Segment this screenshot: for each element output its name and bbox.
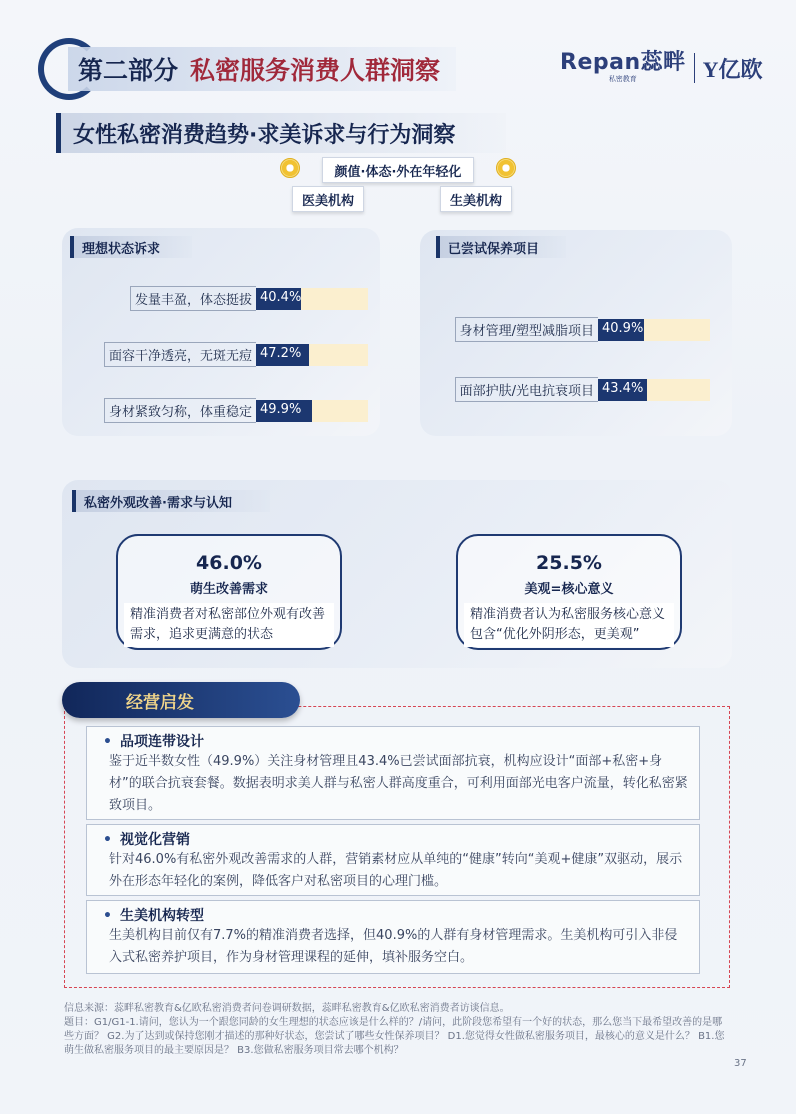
tried-bar-row bbox=[455, 317, 710, 342]
insight-item bbox=[86, 824, 700, 896]
need-card-description: 精准消费者对私密部位外观有改善需求，追求更满意的状态 bbox=[124, 603, 334, 647]
ideal-bar-value: 47.2% bbox=[260, 345, 302, 361]
page-header-title bbox=[68, 47, 456, 91]
insight-heading: • 生美机构转型 bbox=[103, 905, 689, 925]
insight-body: 针对46.0%有私密外观改善需求的人群，营销素材应从单纯的“健康”转向“美观+健康”双驱动，展示外在形态年轻化的案例，降低客户对私密项目的心理门槛。 bbox=[109, 852, 683, 889]
ideal-bar-row bbox=[130, 286, 368, 311]
section-title: 女性私密消费趋势·求美诉求与行为洞察 bbox=[56, 113, 506, 153]
ideal-bar-label: 面容干净透亮，无斑无痘 bbox=[104, 342, 256, 367]
brand-logos bbox=[560, 52, 763, 84]
need-card-subtitle: 萌生改善需求 bbox=[189, 582, 268, 597]
meaning-card-subtitle: 美观=核心意义 bbox=[524, 582, 614, 597]
insight-heading: • 视觉化营销 bbox=[103, 829, 689, 849]
ideal-bar-value: 40.4% bbox=[260, 289, 302, 305]
insight-body: 鉴于近半数女性（49.9%）关注身材管理且43.4%已尝试面部抗衰，机构应设计“面部+私密+身材”的联合抗衰套餐。数据表明求美人群与私密人群高度重合，可利用面部光电客户流量，转化私密紧致项目。 bbox=[109, 754, 688, 813]
meaning-card-value: 25.5% bbox=[536, 552, 602, 574]
tried-bar bbox=[598, 319, 710, 341]
ideal-bar bbox=[256, 344, 368, 366]
part-label: 第二部分 bbox=[78, 56, 179, 85]
tag-medical-beauty: 医美机构 bbox=[292, 186, 364, 212]
flower-icon bbox=[496, 158, 516, 178]
footer-questions: 题目：G1/G1-1.请问，您认为一个跟您同龄的女生理想的状态应该是什么样的？/请问，此阶段您希望有一个好的状态，那么您当下最希望改善的是哪些方面？ G2.为了达到或保持您刚才描述的那种好状态，您尝试了哪些女性保养项目？ D1.您觉得女性做私密服务项目，最核心的意义是什么？ B1.您萌生做私密服务项目的最主要原因是？ B3.您做私密服务项目常去哪个机构？ bbox=[64, 1017, 725, 1056]
tried-bar-label: 面部护肤/光电抗衰项目 bbox=[455, 377, 598, 402]
insights-title: 经营启发 bbox=[126, 693, 194, 713]
repan-logo: Repan蕊畔 私密教育 bbox=[560, 50, 686, 83]
insight-item bbox=[86, 726, 700, 820]
tried-bar-value: 40.9% bbox=[602, 320, 644, 336]
footer-notes bbox=[64, 1002, 730, 1058]
insight-item bbox=[86, 900, 700, 974]
page-number: 37 bbox=[734, 1058, 747, 1069]
tag-life-beauty: 生美机构 bbox=[440, 186, 512, 212]
ideal-bar-label: 发量丰盈，体态挺拔 bbox=[130, 286, 256, 311]
flower-icon bbox=[280, 158, 300, 178]
part-title: 私密服务消费人群洞察 bbox=[190, 56, 441, 85]
ideal-bar bbox=[256, 400, 368, 422]
tried-items-title: 已尝试保养项目 bbox=[436, 236, 566, 258]
need-card bbox=[116, 534, 342, 650]
ideal-bar-row bbox=[104, 342, 368, 367]
yiou-y-icon: Y bbox=[702, 56, 719, 82]
tried-bar-value: 43.4% bbox=[602, 380, 644, 396]
appearance-title: 私密外观改善·需求与认知 bbox=[72, 490, 270, 512]
ideal-bar-label: 身材紧致匀称，体重稳定 bbox=[104, 398, 256, 423]
ideal-bar bbox=[256, 288, 368, 310]
ideal-bar-value: 49.9% bbox=[260, 401, 302, 417]
tried-bar-label: 身材管理/塑型减脂项目 bbox=[455, 317, 598, 342]
meaning-card bbox=[456, 534, 682, 650]
insight-heading: • 品项连带设计 bbox=[103, 731, 689, 751]
theme-tag: 颜值·体态·外在年轻化 bbox=[322, 157, 474, 183]
meaning-card-description: 精准消费者认为私密服务核心意义包含“优化外阴形态，更美观” bbox=[464, 603, 674, 647]
need-card-value: 46.0% bbox=[196, 552, 262, 574]
insight-body: 生美机构目前仅有7.7%的精准消费者选择，但40.9%的人群有身材管理需求。生美机构可引入非侵入式私密养护项目，作为身材管理课程的延伸，填补服务空白。 bbox=[109, 928, 678, 965]
ideal-state-title: 理想状态诉求 bbox=[70, 236, 192, 258]
tried-bar-row bbox=[455, 377, 710, 402]
footer-source: 信息来源：蕊畔私密教育&亿欧私密消费者问卷调研数据，蕊畔私密教育&亿欧私密消费者访谈信息。 bbox=[64, 1003, 510, 1014]
logo-divider bbox=[694, 53, 695, 83]
ideal-bar-row bbox=[104, 398, 368, 423]
yiou-logo: Y亿欧 bbox=[702, 56, 763, 83]
tried-bar bbox=[598, 379, 710, 401]
